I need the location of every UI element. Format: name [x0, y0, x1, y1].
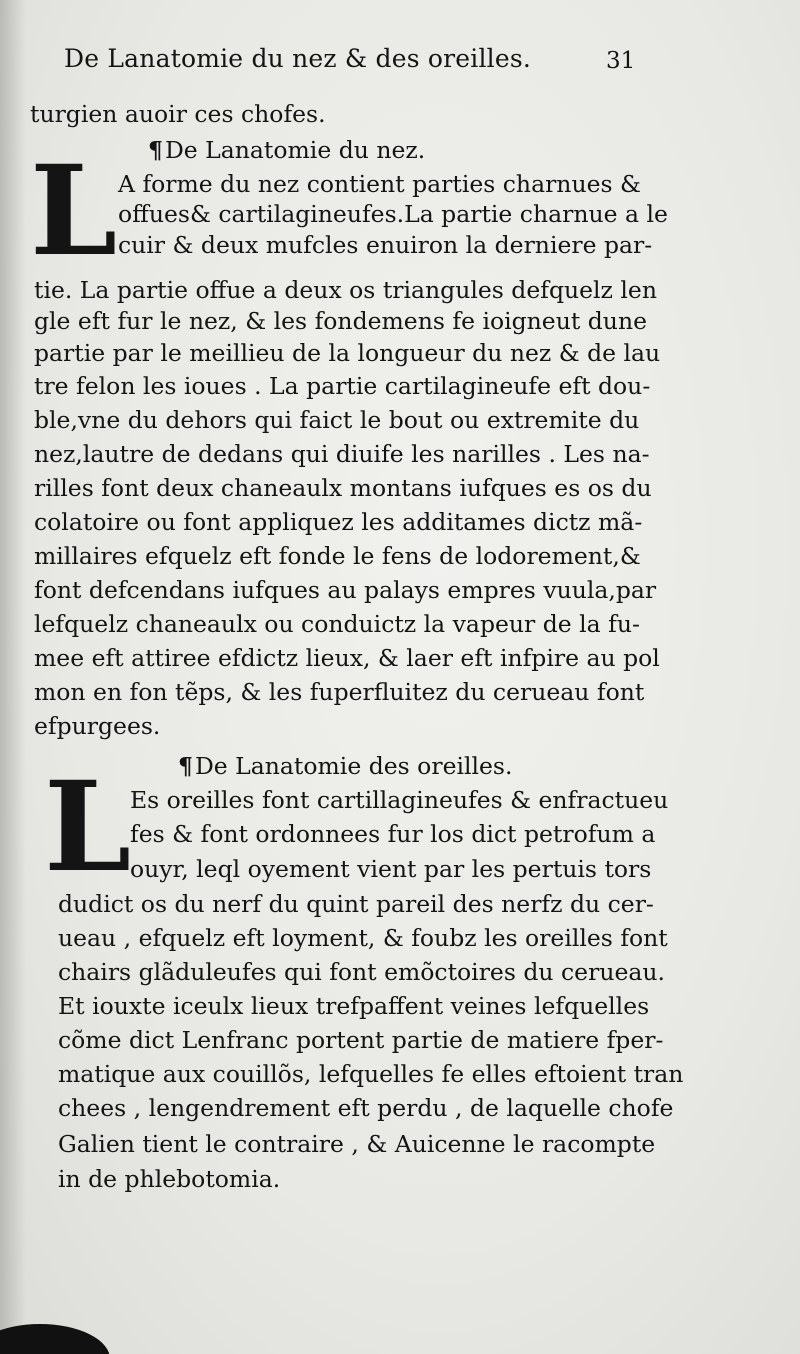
heading-text: De Lanatomie du nez.	[164, 136, 426, 164]
text-line: mon en fon tẽps, & les fuperfluitez du cerueau font	[34, 678, 645, 706]
text-line: offues& cartilagineufes.La partie charnue a le	[118, 200, 668, 228]
text-line: matique aux couillõs, lefquelles fe elles eftoient tran	[58, 1060, 684, 1088]
text-line: ble,vne du dehors qui faict le bout ou extremite du	[34, 406, 640, 434]
text-line: chairs glãduleufes qui font emõctoires du cerueau.	[58, 958, 665, 986]
pilcrow-icon: ¶	[178, 752, 193, 780]
running-title: De Lanatomie du nez & des oreilles.	[64, 44, 532, 73]
section-heading-ears	[178, 752, 512, 780]
text-line: fes & font ordonnees fur los dict petrofum a	[130, 820, 656, 848]
text-line: dudict os du nerf du quint pareil des nerfz du cer-	[58, 890, 654, 918]
carry-over-line: turgien auoir ces chofes.	[30, 100, 326, 128]
page-gutter-shadow	[0, 0, 26, 1354]
text-line: colatoire ou font appliquez les additames dictz mã-	[34, 508, 643, 536]
text-line: nez,lautre de dedans qui diuife les narilles . Les na-	[34, 440, 650, 468]
text-line: tre felon les ioues . La partie cartilagineufe eft dou-	[34, 372, 651, 400]
page-number: 31	[606, 48, 636, 74]
text-line: millaires efquelz eft fonde le fens de lodorement,&	[34, 542, 641, 570]
text-line: Galien tient le contraire , & Auicenne le racompte	[58, 1130, 656, 1158]
text-line: partie par le meillieu de la longueur du nez & de lau	[34, 339, 661, 367]
text-line: cuir & deux mufcles enuiron la derniere par-	[118, 231, 653, 259]
text-line: lefquelz chaneaulx ou conduictz la vapeur de la fu-	[34, 610, 640, 638]
text-line: chees , lengendrement eft perdu , de laquelle chofe	[58, 1094, 674, 1122]
text-line: cõme dict Lenfranc portent partie de matiere fper-	[58, 1026, 664, 1054]
drop-cap: L	[44, 755, 132, 900]
text-line: Es oreilles font cartillagineufes & enfractueu	[130, 786, 669, 814]
text-line: Et iouxte iceulx lieux trefpaffent veines lefquelles	[58, 992, 650, 1020]
section-heading-nose	[148, 136, 425, 164]
text-line: tie. La partie offue a deux os triangules defquelz len	[34, 276, 657, 304]
text-line: gle eft fur le nez, & les fondemens fe ioigneut dune	[34, 307, 647, 335]
heading-text: De Lanatomie des oreilles.	[194, 752, 513, 780]
text-line: A forme du nez contient parties charnues &	[118, 170, 641, 198]
ink-blot	[0, 1324, 110, 1354]
text-line: in de phlebotomia.	[58, 1165, 281, 1193]
text-line: ouyr, leql oyement vient par les pertuis tors	[130, 855, 652, 883]
text-line: mee eft attiree efdictz lieux, & laer eft infpire au pol	[34, 644, 660, 672]
text-line: rilles font deux chaneaulx montans iufques es os du	[34, 474, 652, 502]
drop-cap: L	[30, 139, 118, 284]
text-line: font defcendans iufques au palays empres vuula,par	[34, 576, 657, 604]
pilcrow-icon: ¶	[148, 136, 163, 164]
text-line: ueau , efquelz eft loyment, & foubz les oreilles font	[58, 924, 668, 952]
text-line: efpurgees.	[34, 712, 161, 740]
